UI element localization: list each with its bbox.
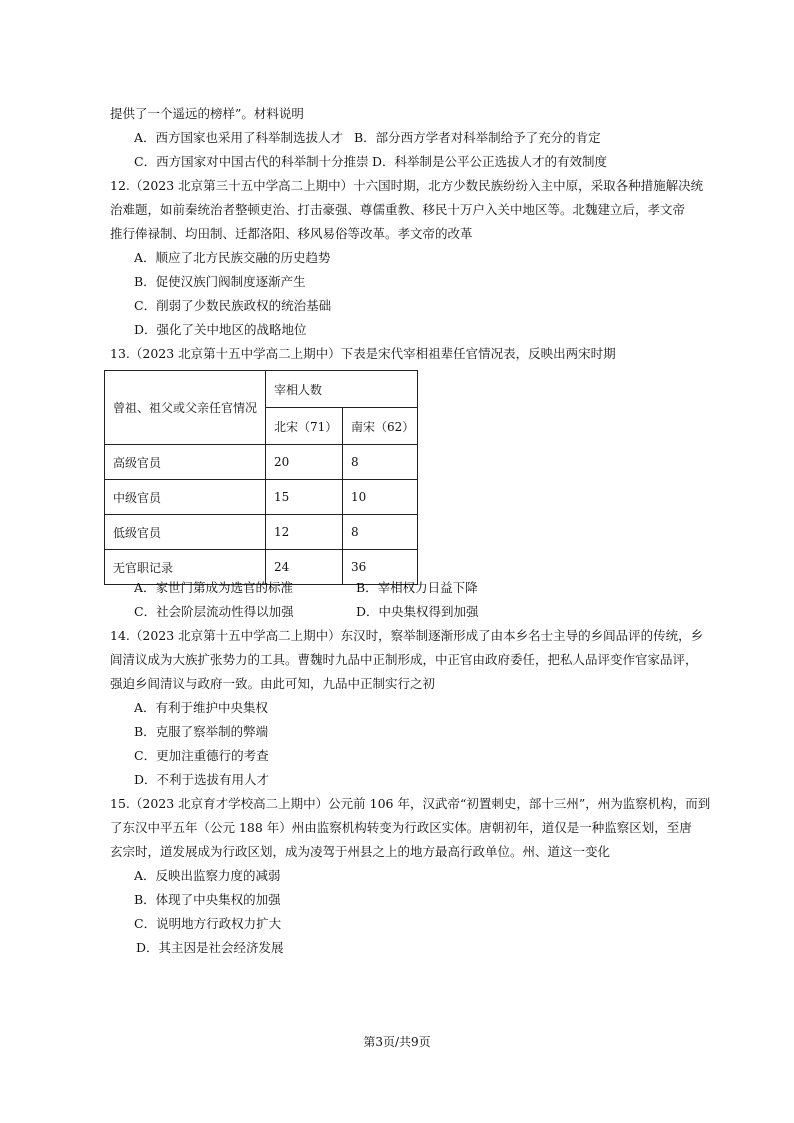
- table-cell-north: 20: [266, 445, 343, 480]
- table-cell-label: 低级官员: [105, 515, 266, 550]
- table-row: [105, 480, 418, 515]
- table-cell-south: 8: [343, 445, 418, 480]
- page-footer: 第3页/共9页: [363, 1035, 431, 1049]
- table-row: [105, 445, 418, 480]
- table-cell-label: 高级官员: [105, 445, 266, 480]
- q11-option-c: C．西方国家对中国古代的科举制十分推崇: [134, 154, 369, 169]
- q14-option-b: B．克服了察举制的弊端: [134, 724, 269, 739]
- table-cell-south: 36: [343, 550, 418, 585]
- q13-option-a: A．家世门第成为选官的标准: [134, 580, 294, 595]
- q12-option-a: A．顺应了北方民族交融的历史趋势: [134, 250, 331, 265]
- q15-option-b: B．体现了中央集权的加强: [134, 892, 281, 907]
- table-group-header: 宰相人数: [266, 371, 418, 408]
- table-cell-south: 8: [343, 515, 418, 550]
- chancellor-ancestry-table: [104, 370, 418, 585]
- q13-stem-line1: 13.（2023 北京第十五中学高二上期中）下表是宋代宰相祖辈任官情况表，反映出两宋时期: [110, 346, 616, 361]
- q14-option-d: D．不利于选拔有用人才: [134, 772, 270, 787]
- q12-option-d: D．强化了关中地区的战略地位: [134, 322, 307, 337]
- q15-stem-line2: 了东汉中平五年（公元 188 年）州由监察机构转变为行政区实体。唐朝初年，道仅是一种监察区划，至唐: [110, 820, 692, 835]
- q14-stem-line1: 14.（2023 北京第十五中学高二上期中）东汉时，察举制逐渐形成了由本乡名士主导的乡闾品评的传统，乡: [110, 628, 704, 643]
- table-col-north-song: 北宋（71）: [266, 408, 343, 445]
- q14-option-a: A．有利于维护中央集权: [134, 700, 269, 715]
- q11-option-b: B．部分西方学者对科举制给予了充分的肯定: [354, 130, 601, 145]
- q13-option-c: C．社会阶层流动性得以加强: [134, 604, 294, 619]
- q11-stem-tail: 提供了一个遥远的榜样”。材料说明: [110, 106, 304, 121]
- q14-stem-line2: 闾清议成为大族扩张势力的工具。曹魏时九品中正制形成，中正官由政府委任，把私人品评变作官家品评，: [110, 652, 698, 667]
- table-cell-label: 无官职记录: [105, 550, 266, 585]
- q12-option-b: B．促使汉族门阀制度逐渐产生: [134, 274, 306, 289]
- table-cell-north: 15: [266, 480, 343, 515]
- q15-stem-line1: 15.（2023 北京育才学校高二上期中）公元前 106 年，汉武帝“初置刺史，部十三州”，州为监察机构，而到: [110, 796, 711, 811]
- table-col-south-song: 南宋（62）: [343, 408, 418, 445]
- q15-stem-line3: 玄宗时，道发展成为行政区划，成为凌驾于州县之上的地方最高行政单位。州、道这一变化: [110, 844, 611, 859]
- table-cell-label: 中级官员: [105, 480, 266, 515]
- q12-stem-line3: 推行俸禄制、均田制、迁都洛阳、移风易俗等改革。孝文帝的改革: [110, 226, 473, 241]
- table-row-header: 曾祖、祖父或父亲任官情况: [105, 371, 266, 445]
- q11-option-a: A．西方国家也采用了科举制选拔人才: [134, 130, 344, 145]
- q11-option-d: D．科举制是公平公正选拔人才的有效制度: [372, 154, 608, 169]
- q14-option-c: C．更加注重德行的考查: [134, 748, 269, 763]
- q15-option-d: D．其主因是社会经济发展: [136, 940, 284, 955]
- table-row: [105, 515, 418, 550]
- table-cell-north: 24: [266, 550, 343, 585]
- table-cell-north: 12: [266, 515, 343, 550]
- q13-option-b: B．宰相权力日益下降: [356, 580, 478, 595]
- q13-option-d: D．中央集权得到加强: [356, 604, 479, 619]
- q15-option-a: A．反映出监察力度的减弱: [134, 868, 281, 883]
- q12-option-c: C．削弱了少数民族政权的统治基础: [134, 298, 332, 313]
- table-cell-south: 10: [343, 480, 418, 515]
- q12-stem-line1: 12.（2023 北京第三十五中学高二上期中）十六国时期，北方少数民族纷纷入主中原，采取各种措施解决统: [110, 178, 704, 193]
- q12-stem-line2: 治难题，如前秦统治者整顿吏治、打击豪强、尊儒重教、移民十万户入关中地区等。北魏建立后，孝文帝: [110, 202, 686, 217]
- q14-stem-line3: 强迫乡闾清议与政府一致。由此可知，九品中正制实行之初: [110, 676, 436, 691]
- q15-option-c: C．说明地方行政权力扩大: [134, 916, 282, 931]
